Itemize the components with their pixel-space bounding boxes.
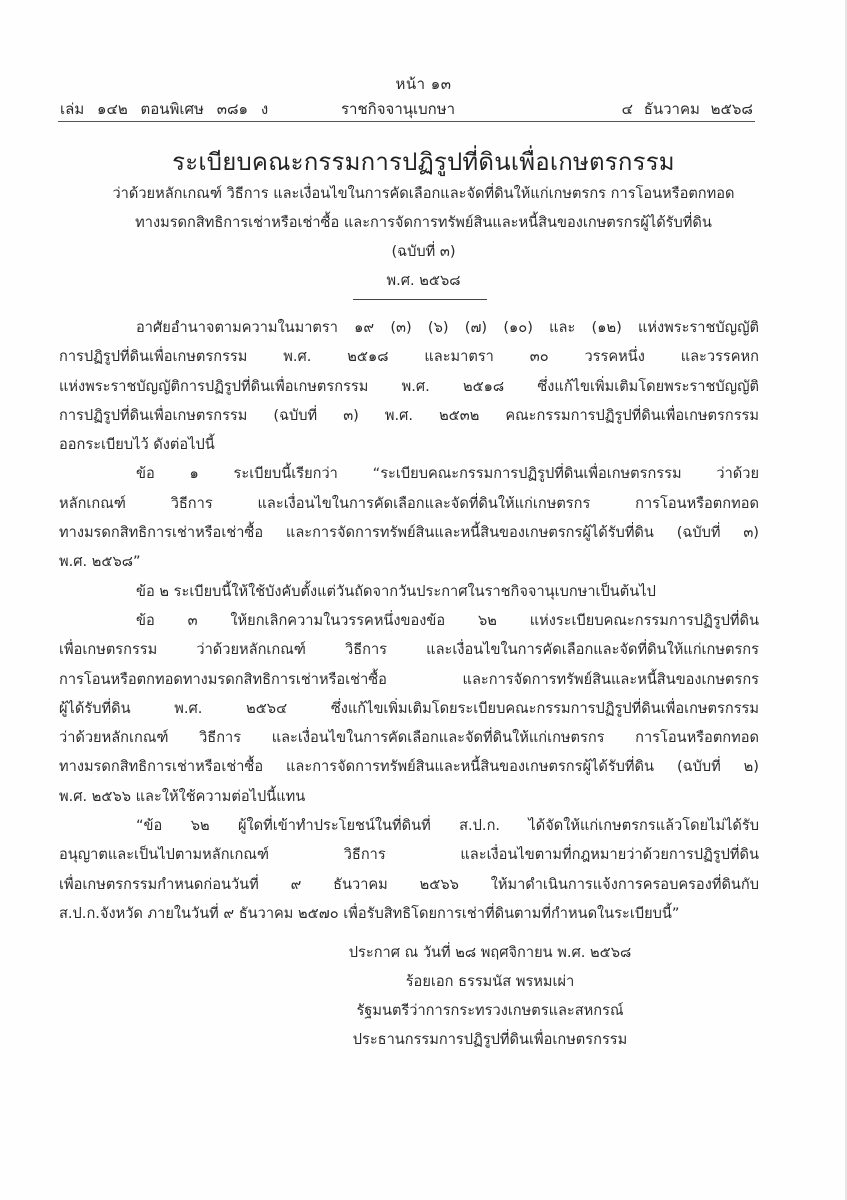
text-line: ทางมรดกสิทธิการเช่าหรือเช่าซื้อ และการจัดการทรัพย์สินและหนี้สินของเกษตรกรผู้ได้รับที่ดิน (ฉบับที่ ๒) bbox=[59, 758, 759, 776]
gazette-header bbox=[58, 97, 755, 122]
gazette-publication: ราชกิจจานุเบกษา bbox=[341, 100, 456, 118]
text-line: ข้อ ๑ ระเบียบนี้เรียกว่า “ระเบียบคณะกรรมการปฏิรูปที่ดินเพื่อเกษตรกรรม ว่าด้วย bbox=[136, 465, 759, 483]
signatory-name: ร้อยเอก ธรรมนัส พรหมเผ่า bbox=[405, 973, 575, 990]
text-line: ว่าด้วยหลักเกณฑ์ วิธีการ และเงื่อนไขในการคัดเลือกและจัดที่ดินให้แก่เกษตรกร การโอนหรือตกทอด bbox=[59, 729, 759, 747]
regulation-year: พ.ศ. ๒๕๖๘ bbox=[386, 272, 461, 289]
text-line: ผู้ได้รับที่ดิน พ.ศ. ๒๕๖๔ ซึ่งแก้ไขเพิ่มเติมโดยระเบียบคณะกรรมการปฏิรูปที่ดินเพื่อเกษตรกรรม bbox=[59, 699, 759, 717]
gazette-volume: เล่ม ๑๔๒ ตอนพิเศษ ๓๘๑ ง bbox=[60, 100, 269, 118]
regulation-edition: (ฉบับที่ ๓) bbox=[391, 243, 456, 260]
text-line: พ.ศ. ๒๕๖๖ และให้ใช้ความต่อไปนี้แทน bbox=[59, 787, 306, 805]
regulation-subtitle-line: ทางมรดกสิทธิการเช่าหรือเช่าซื้อ และการจัดการทรัพย์สินและหนี้สินของเกษตรกรผู้ได้รับที่ดิน bbox=[135, 214, 712, 231]
regulation-body bbox=[59, 313, 759, 928]
page-number: หน้า ๑๓ bbox=[395, 75, 452, 93]
regulation-subtitle-line: ว่าด้วยหลักเกณฑ์ วิธีการ และเงื่อนไขในการคัดเลือกและจัดที่ดินให้แก่เกษตรกร การโอนหรือตกทอด bbox=[112, 185, 735, 202]
announcement-date: ประกาศ ณ วันที่ ๒๘ พฤศจิกายน พ.ศ. ๒๕๖๘ bbox=[348, 944, 632, 961]
preamble-paragraph bbox=[59, 313, 759, 459]
text-line: อนุญาตและเป็นไปตามหลักเกณฑ์ วิธีการ และเงื่อนไขตามที่กฎหมายว่าด้วยการปฏิรูปที่ดิน bbox=[59, 846, 759, 864]
text-line: ข้อ ๒ ระเบียบนี้ให้ใช้บังคับตั้งแต่วันถัดจากวันประกาศในราชกิจจานุเบกษาเป็นต้นไป bbox=[136, 582, 656, 600]
text-line: การโอนหรือตกทอดทางมรดกสิทธิการเช่าหรือเช่าซื้อ และการจัดการทรัพย์สินและหนี้สินของเกษตรกร bbox=[59, 670, 759, 688]
text-line: หลักเกณฑ์ วิธีการ และเงื่อนไขในการคัดเลือกและจัดที่ดินให้แก่เกษตรกร การโอนหรือตกทอด bbox=[59, 494, 759, 512]
signatory-position: รัฐมนตรีว่าการกระทรวงเกษตรและสหกรณ์ bbox=[356, 1002, 624, 1019]
text-line: ออกระเบียบไว้ ดังต่อไปนี้ bbox=[59, 436, 215, 454]
text-line: ข้อ ๓ ให้ยกเลิกความในวรรคหนึ่งของข้อ ๖๒ แห่งระเบียบคณะกรรมการปฏิรูปที่ดิน bbox=[136, 611, 759, 629]
gazette-date: ๔ ธันวาคม ๒๕๖๘ bbox=[621, 100, 753, 118]
clause-62-paragraph bbox=[59, 811, 759, 928]
text-line: การปฏิรูปที่ดินเพื่อเกษตรกรรม พ.ศ. ๒๕๑๘ และมาตรา ๓๐ วรรคหนึ่ง และวรรคหก bbox=[59, 348, 759, 366]
clause-2-paragraph bbox=[59, 577, 759, 606]
regulation-title-block bbox=[0, 145, 847, 295]
text-line: แห่งพระราชบัญญัติการปฏิรูปที่ดินเพื่อเกษตรกรรม พ.ศ. ๒๕๑๘ ซึ่งแก้ไขเพิ่มเติมโดยพระราชบัญญัติ bbox=[59, 377, 759, 395]
regulation-title: ระเบียบคณะกรรมการปฏิรูปที่ดินเพื่อเกษตรกรรม bbox=[172, 148, 675, 176]
signatory-position: ประธานกรรมการปฏิรูปที่ดินเพื่อเกษตรกรรม bbox=[352, 1031, 628, 1048]
clause-3-paragraph bbox=[59, 606, 759, 811]
signature-block bbox=[300, 938, 680, 1054]
clause-1-paragraph bbox=[59, 459, 759, 576]
text-line: เพื่อเกษตรกรรมกำหนดก่อนวันที่ ๙ ธันวาคม ๒๕๖๖ ให้มาดำเนินการแจ้งการครอบครองที่ดินกับ bbox=[59, 875, 759, 893]
text-line: “ข้อ ๖๒ ผู้ใดที่เข้าทำประโยชน์ในที่ดินที่ ส.ป.ก. ได้จัดให้แก่เกษตรกรแล้วโดยไม่ได้รับ bbox=[136, 817, 759, 835]
text-line: อาศัยอำนาจตามความในมาตรา ๑๙ (๓) (๖) (๗) (๑๐) และ (๑๒) แห่งพระราชบัญญัติ bbox=[136, 319, 759, 336]
text-line: พ.ศ. ๒๕๖๘” bbox=[59, 553, 141, 571]
text-line: การปฏิรูปที่ดินเพื่อเกษตรกรรม (ฉบับที่ ๓) พ.ศ. ๒๕๓๒ คณะกรรมการปฏิรูปที่ดินเพื่อเกษตรกรรม bbox=[59, 406, 759, 424]
text-line: เพื่อเกษตรกรรม ว่าด้วยหลักเกณฑ์ วิธีการ และเงื่อนไขในการคัดเลือกและจัดที่ดินให้แก่เกษตรกร bbox=[59, 641, 759, 659]
title-divider bbox=[353, 299, 487, 300]
text-line: ส.ป.ก.จังหวัด ภายในวันที่ ๙ ธันวาคม ๒๕๗๐ เพื่อรับสิทธิโดยการเช่าที่ดินตามที่กำหนดในระเบียบนี้” bbox=[59, 904, 680, 922]
text-line: ทางมรดกสิทธิการเช่าหรือเช่าซื้อ และการจัดการทรัพย์สินและหนี้สินของเกษตรกรผู้ได้รับที่ดิน (ฉบับที่ ๓) bbox=[59, 524, 759, 542]
